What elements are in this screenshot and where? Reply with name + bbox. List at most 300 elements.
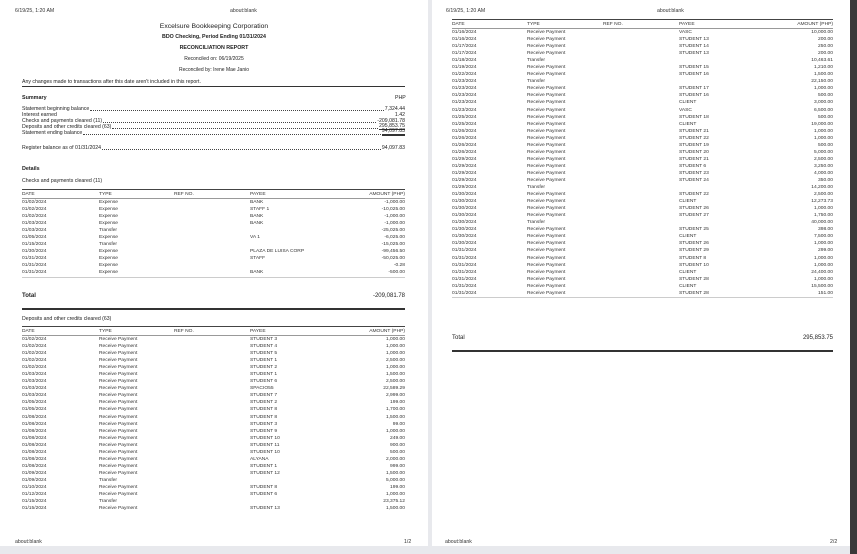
amount-cell: 500.00 (818, 142, 833, 148)
col-payee: PAYEE (250, 190, 330, 199)
type-cell: Receive Payment (99, 358, 138, 364)
date-cell: 01/23/2024 (452, 79, 477, 85)
payee-cell: SPACIO55 (250, 386, 274, 392)
ref-cell (603, 219, 679, 226)
amount-cell: 1,000.00 (385, 344, 405, 350)
ref-cell (603, 283, 679, 290)
date-cell: 01/02/2024 (22, 214, 47, 220)
ref-cell (603, 114, 679, 121)
amount-cell: 14,200.00 (811, 185, 833, 191)
amount-cell: -15,025.00 (381, 242, 405, 248)
amount-cell: 500.00 (390, 449, 405, 455)
type-cell: Receive Payment (99, 407, 138, 413)
col-type: TYPE (99, 327, 174, 336)
date-cell: 01/30/2024 (452, 220, 477, 226)
type-cell: Receive Payment (527, 241, 566, 247)
date-cell: 01/15/2024 (22, 499, 47, 505)
amount-cell: -10,025.00 (381, 207, 405, 213)
ref-cell (603, 135, 679, 142)
amount-cell: 15,500.00 (811, 283, 833, 289)
amount-cell: 1,000.00 (813, 276, 833, 282)
type-cell: Receive Payment (99, 386, 138, 392)
ref-cell (603, 226, 679, 233)
amount-cell: 249.00 (390, 435, 405, 441)
amount-cell: 2,500.00 (813, 192, 833, 198)
ref-cell (174, 241, 250, 248)
payee-cell: ALYANA (250, 456, 269, 462)
date-cell: 01/31/2024 (22, 256, 47, 262)
payee-cell: STUDENT 29 (679, 248, 709, 254)
date-cell: 01/02/2024 (22, 200, 47, 205)
ref-cell (174, 505, 250, 512)
ref-cell (603, 240, 679, 247)
amount-cell: 2,000.00 (385, 456, 405, 462)
table-row (22, 255, 405, 262)
col-ref: REF NO. (174, 190, 250, 199)
payee-cell (679, 184, 759, 191)
payee-cell: CLIENT (679, 121, 697, 127)
summary-row-interest: Interest earned 1.42 (22, 112, 405, 118)
date-cell: 01/29/2024 (452, 156, 477, 162)
ref-cell (603, 269, 679, 276)
amount-cell: 2,999.00 (385, 393, 405, 399)
type-cell: Transfer (527, 79, 546, 85)
payee-cell (250, 227, 330, 234)
table-row (22, 269, 405, 277)
amount-cell: 23,375.12 (383, 499, 405, 505)
date-cell: 01/03/2024 (22, 221, 47, 227)
ref-cell (174, 470, 250, 477)
amount-cell: 999.00 (390, 463, 405, 469)
payee-cell: STUDENT 8 (250, 414, 278, 420)
payee-cell: STUDENT 26 (679, 241, 709, 247)
type-cell: Transfer (527, 58, 546, 64)
deposits-total-label: Total (452, 335, 465, 341)
table-row (452, 78, 833, 85)
col-date: DATE (22, 327, 99, 336)
type-cell: Receive Payment (527, 269, 566, 275)
ref-cell (174, 350, 250, 357)
ref-cell (603, 92, 679, 99)
col-date: DATE (22, 190, 99, 199)
date-cell: 01/17/2024 (452, 51, 477, 57)
ref-cell (174, 456, 250, 463)
type-cell: Receive Payment (527, 135, 566, 141)
checks-total-value: -209,081.78 (372, 293, 405, 299)
summary-row-beginning: Statement beginning balance 7,324.44 (22, 106, 405, 112)
table-row (22, 385, 405, 392)
page-number: 2/2 (830, 539, 838, 545)
amount-cell: 2,500.00 (385, 358, 405, 364)
type-cell: Expense (99, 249, 119, 255)
amount-cell: 900.00 (390, 442, 405, 448)
type-cell: Receive Payment (527, 199, 566, 205)
date-cell: 01/03/2024 (22, 379, 47, 385)
payee-cell (679, 219, 759, 226)
amount-cell: 151.00 (759, 290, 833, 298)
date-cell: 01/31/2024 (452, 248, 477, 254)
payee-cell: STUDENT 6 (250, 379, 278, 385)
type-cell: Receive Payment (527, 290, 603, 298)
amount-cell: 24,400.00 (811, 269, 833, 275)
type-cell: Receive Payment (99, 449, 138, 455)
payee-cell: STUDENT 28 (679, 290, 759, 298)
payee-cell: STUDENT 22 (679, 192, 709, 198)
payee-cell: STUDENT 26 (679, 206, 709, 212)
viewer-background (0, 546, 850, 554)
type-cell: Expense (99, 200, 119, 205)
summary-row-deposits: Deposits and other credits cleared (63) 295,853.75 (22, 123, 405, 130)
amount-cell: 10,000.00 (811, 30, 833, 35)
ref-cell (603, 128, 679, 135)
payee-cell (250, 241, 330, 248)
table-row (452, 156, 833, 163)
date-cell: 01/26/2024 (452, 128, 477, 134)
table-row (452, 290, 833, 298)
date-cell: 01/23/2024 (452, 93, 477, 99)
type-cell: Receive Payment (99, 484, 138, 490)
date-cell: 01/26/2024 (452, 135, 477, 141)
date-cell: 01/29/2024 (452, 163, 477, 169)
ref-cell (603, 121, 679, 128)
date-cell: 01/16/2024 (452, 37, 477, 43)
date-cell: 01/31/2024 (452, 262, 477, 268)
checks-section-title: Checks and payments cleared (11) (22, 178, 103, 184)
col-ref: REF NO. (603, 20, 679, 29)
ref-cell (174, 442, 250, 449)
report-title: RECONCILIATION REPORT (179, 45, 249, 51)
type-cell: Receive Payment (99, 344, 138, 350)
deposits-table-page-2 (452, 19, 833, 298)
table-row (452, 205, 833, 212)
col-amount: AMOUNT (PHP) (330, 327, 405, 336)
payee-cell: STUDENT 20 (679, 149, 709, 155)
date-cell: 01/29/2024 (452, 185, 477, 191)
date-cell: 01/02/2024 (22, 358, 47, 364)
table-row (452, 240, 833, 247)
date-cell: 01/02/2024 (22, 365, 47, 371)
type-cell: Receive Payment (527, 30, 566, 35)
amount-cell: 99.00 (392, 421, 405, 427)
date-cell: 01/26/2024 (452, 142, 477, 148)
payee-cell: STUDENT 10 (250, 449, 280, 455)
ref-cell (174, 234, 250, 241)
table-row (22, 414, 405, 421)
ref-cell (603, 36, 679, 43)
date-cell: 01/08/2024 (22, 456, 47, 462)
table-row (452, 184, 833, 191)
amount-cell: 200.00 (818, 51, 833, 57)
amount-cell: 200.00 (818, 37, 833, 43)
type-cell: Receive Payment (99, 421, 138, 427)
amount-cell: -0.28 (393, 263, 405, 269)
report-notice: Any changes made to transactions after this date aren't included in this report. (22, 79, 405, 87)
table-row (452, 149, 833, 156)
date-cell: 01/08/2024 (22, 414, 47, 420)
table-row (22, 248, 405, 255)
col-payee: PAYEE (250, 327, 330, 336)
table-row (22, 435, 405, 442)
ref-cell (603, 78, 679, 85)
date-cell: 01/17/2024 (452, 44, 477, 50)
ref-cell (603, 233, 679, 240)
table-row (22, 364, 405, 371)
table-row (452, 170, 833, 177)
date-cell: 01/03/2024 (22, 372, 47, 378)
table-row (22, 498, 405, 505)
type-cell: Receive Payment (99, 470, 138, 476)
payee-cell: STUDENT 4 (250, 344, 278, 350)
ref-cell (174, 406, 250, 413)
ref-cell (174, 421, 250, 428)
account-period: BDO Checking, Period Ending 01/31/2024 (162, 34, 266, 40)
payee-cell: STUDENT 1 (250, 372, 278, 378)
amount-cell: 1,000.00 (813, 255, 833, 261)
type-cell: Receive Payment (99, 351, 138, 357)
type-cell: Receive Payment (527, 227, 566, 233)
payee-cell: STUDENT 23 (679, 170, 709, 176)
payee-cell: STUDENT 14 (679, 44, 709, 50)
amount-cell: 250.00 (818, 44, 833, 50)
date-cell: 01/31/2024 (452, 269, 477, 275)
type-cell: Receive Payment (99, 393, 138, 399)
amount-cell: 1,000.00 (813, 241, 833, 247)
ref-cell (174, 364, 250, 371)
type-cell: Receive Payment (527, 107, 566, 113)
table-row (22, 234, 405, 241)
table-row (22, 206, 405, 213)
type-cell: Expense (99, 207, 119, 213)
type-cell: Expense (99, 256, 119, 262)
amount-cell: 350.00 (818, 177, 833, 183)
payee-cell: STUDENT 3 (250, 337, 278, 342)
table-row (22, 421, 405, 428)
amount-cell: 398.00 (818, 227, 833, 233)
table-row (22, 220, 405, 227)
amount-cell: -6,025.00 (384, 235, 405, 241)
table-row (452, 163, 833, 170)
ref-cell (603, 99, 679, 106)
payee-cell: VASC (679, 30, 692, 35)
date-cell: 01/23/2024 (452, 107, 477, 113)
date-cell: 01/12/2024 (22, 492, 47, 498)
type-cell: Receive Payment (527, 213, 566, 219)
type-cell: Receive Payment (527, 72, 566, 78)
type-cell: Transfer (99, 242, 118, 248)
ref-cell (603, 276, 679, 283)
date-cell: 01/31/2024 (452, 290, 527, 298)
table-row (452, 107, 833, 114)
date-cell: 01/31/2024 (22, 269, 99, 277)
table-row (452, 262, 833, 269)
date-cell: 01/29/2024 (452, 170, 477, 176)
type-cell: Expense (99, 214, 119, 220)
amount-cell: -25,025.00 (381, 228, 405, 234)
table-row (452, 50, 833, 57)
table-row (452, 283, 833, 290)
amount-cell: 1,000.00 (813, 135, 833, 141)
date-cell: 01/29/2024 (452, 177, 477, 183)
payee-cell: BANK (250, 214, 264, 220)
table-row (452, 57, 833, 64)
amount-cell: -99,456.50 (381, 249, 405, 255)
date-cell: 01/30/2024 (452, 234, 477, 240)
table-row (22, 392, 405, 399)
footer-url: about:blank (445, 539, 472, 545)
deposits-section-title: Deposits and other credits cleared (63) (22, 316, 112, 322)
print-datetime: 6/19/25, 1:20 AM (446, 8, 486, 14)
amount-cell: 199.00 (390, 484, 405, 490)
amount-cell: 1,210.00 (813, 65, 833, 71)
date-cell: 01/31/2024 (452, 283, 477, 289)
amount-cell: 1,700.00 (385, 407, 405, 413)
type-cell: Receive Payment (527, 177, 566, 183)
report-page-1 (0, 0, 428, 546)
payee-cell: STUDENT 13 (250, 506, 280, 512)
date-cell: 01/03/2024 (22, 393, 47, 399)
payee-cell: STUDENT 3 (250, 421, 278, 427)
date-cell: 01/16/2024 (452, 30, 477, 35)
table-row (22, 505, 405, 512)
ref-cell (174, 220, 250, 227)
payee-cell: CLIENT (679, 234, 697, 240)
payee-cell: STUDENT 27 (679, 213, 709, 219)
table-row (452, 71, 833, 78)
amount-cell: 6,500.00 (813, 107, 833, 113)
payee-cell: STUDENT 17 (679, 86, 709, 92)
table-row (22, 477, 405, 484)
payee-cell: STUDENT 21 (679, 156, 709, 162)
ref-cell (603, 149, 679, 156)
date-cell: 01/03/2024 (22, 228, 47, 234)
amount-cell: 1,000.00 (813, 86, 833, 92)
type-cell: Receive Payment (99, 456, 138, 462)
payee-cell (679, 78, 759, 85)
table-row (22, 336, 405, 344)
type-cell: Receive Payment (527, 93, 566, 99)
payee-cell: STUDENT 1 (250, 463, 278, 469)
amount-cell: 299.00 (818, 248, 833, 254)
payee-cell: STUDENT 2 (250, 365, 278, 371)
print-datetime: 6/19/25, 1:20 AM (15, 8, 55, 14)
ref-cell (603, 71, 679, 78)
window-edge (850, 0, 857, 554)
payee-cell: VA 1 (250, 235, 260, 241)
deposits-table-page-1 (22, 326, 405, 512)
payee-cell: STUDENT 7 (250, 393, 278, 399)
date-cell: 01/30/2024 (22, 249, 47, 255)
table-row (452, 85, 833, 92)
payee-cell: CLIENT (679, 100, 697, 106)
amount-cell: 3,000.00 (813, 100, 833, 106)
ref-cell (174, 378, 250, 385)
table-row (452, 177, 833, 184)
type-cell: Receive Payment (527, 121, 566, 127)
ref-cell (174, 227, 250, 234)
date-cell: 01/30/2024 (452, 206, 477, 212)
summary-row-checks: Checks and payments cleared (11) -209,081.78 (22, 118, 405, 124)
type-cell: Receive Payment (527, 234, 566, 240)
type-cell: Receive Payment (99, 379, 138, 385)
ref-cell (174, 498, 250, 505)
ref-cell (174, 414, 250, 421)
checks-total-label: Total (22, 293, 36, 299)
col-type: TYPE (99, 190, 174, 199)
ref-cell (174, 435, 250, 442)
date-cell: 01/02/2024 (22, 207, 47, 213)
date-cell: 01/30/2024 (452, 213, 477, 219)
payee-cell: STUDENT 11 (250, 442, 280, 448)
type-cell: Transfer (99, 228, 118, 234)
date-cell: 01/08/2024 (22, 435, 47, 441)
date-cell: 01/31/2024 (452, 276, 477, 282)
ref-cell (174, 399, 250, 406)
amount-cell: 1,500.00 (385, 372, 405, 378)
type-cell: Receive Payment (99, 435, 138, 441)
ref-cell (603, 184, 679, 191)
table-row (22, 241, 405, 248)
ref-cell (174, 371, 250, 378)
table-row (452, 212, 833, 219)
amount-cell: 1,500.00 (813, 72, 833, 78)
deposits-total-value: 295,853.75 (802, 335, 833, 341)
date-cell: 01/22/2024 (452, 72, 477, 78)
col-date: DATE (452, 20, 527, 29)
reconciled-on: Reconciled on: 06/19/2025 (184, 56, 244, 62)
date-cell: 01/18/2024 (452, 58, 477, 64)
table-row (452, 247, 833, 254)
amount-cell: 5,000.00 (385, 477, 405, 483)
ref-cell (603, 205, 679, 212)
amount-cell: 1,000.00 (813, 206, 833, 212)
payee-cell: STUDENT 2 (250, 400, 278, 406)
date-cell: 01/30/2024 (452, 192, 477, 198)
table-row (452, 135, 833, 142)
ref-cell (174, 269, 250, 277)
table-row (22, 456, 405, 463)
payee-cell: STAFF 1 (250, 207, 270, 213)
date-cell: 01/05/2024 (22, 407, 47, 413)
details-title: Details (22, 166, 40, 172)
table-row (452, 255, 833, 262)
amount-cell: 1,500.00 (385, 506, 405, 512)
checks-table (22, 189, 405, 278)
ref-cell (603, 50, 679, 57)
ref-cell (174, 357, 250, 364)
amount-cell: 1,000.00 (813, 128, 833, 134)
col-payee: PAYEE (679, 20, 759, 29)
type-cell: Receive Payment (99, 365, 138, 371)
payee-cell: STUDENT 16 (679, 72, 709, 78)
amount-cell: 1,000.00 (385, 351, 405, 357)
type-cell: Receive Payment (527, 283, 566, 289)
type-cell: Receive Payment (99, 337, 138, 342)
date-cell: 01/08/2024 (22, 449, 47, 455)
table-row (22, 378, 405, 385)
type-cell: Receive Payment (527, 142, 566, 148)
ref-cell (603, 142, 679, 149)
date-cell: 01/02/2024 (22, 351, 47, 357)
checks-total-row (22, 293, 405, 310)
date-cell: 01/30/2024 (452, 227, 477, 233)
date-cell: 01/25/2024 (452, 114, 477, 120)
type-cell: Receive Payment (99, 463, 138, 469)
payee-cell: STUDENT 5 (250, 351, 278, 357)
payee-cell: STUDENT 24 (679, 177, 709, 183)
type-cell: Receive Payment (527, 156, 566, 162)
ref-cell (174, 385, 250, 392)
type-cell: Receive Payment (527, 206, 566, 212)
